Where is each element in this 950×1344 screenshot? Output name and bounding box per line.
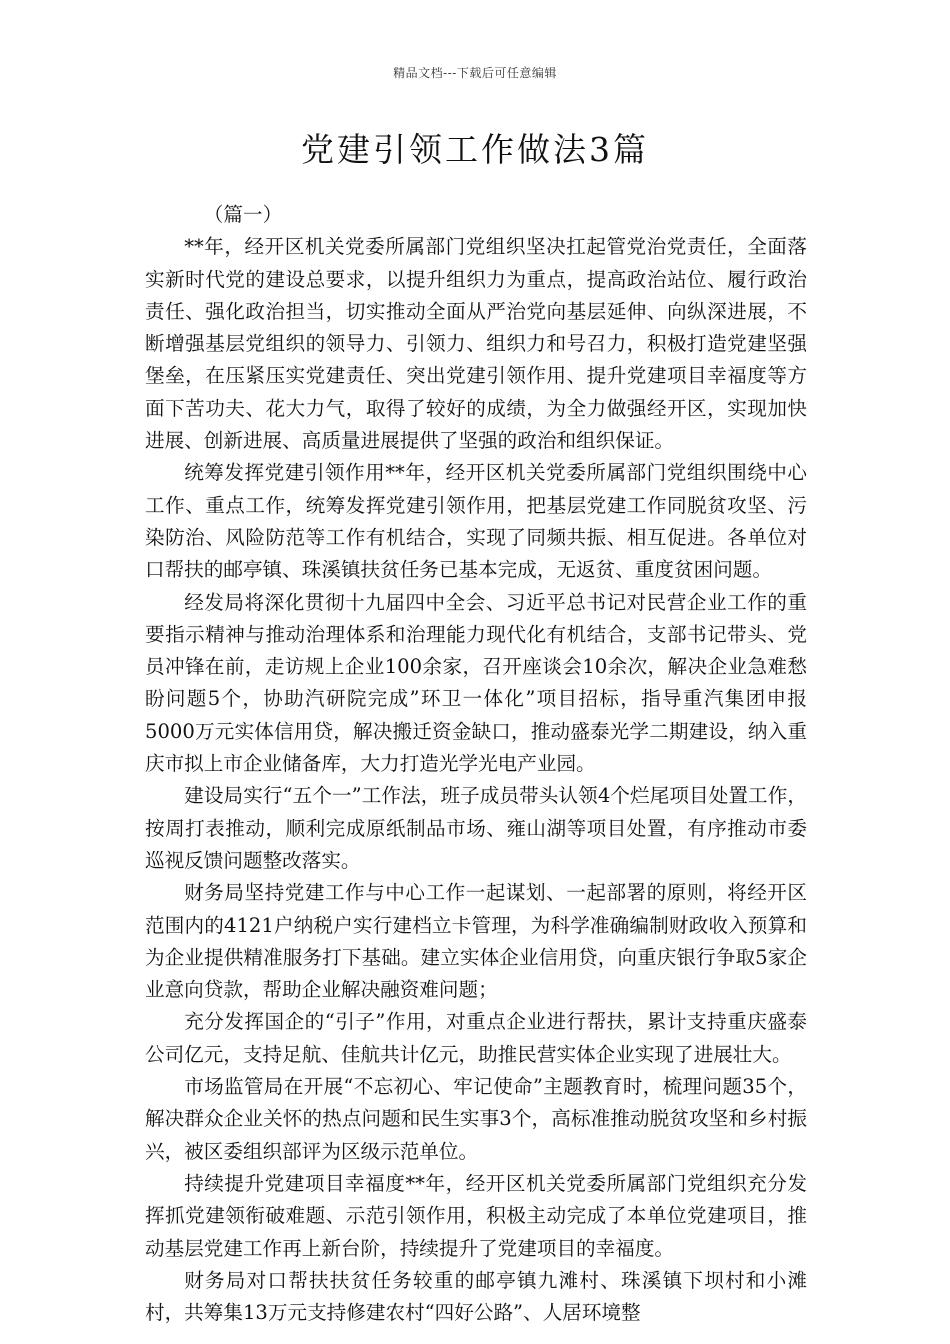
section-label: （篇一） bbox=[203, 203, 283, 226]
paragraph-poverty-aid: 财务局对口帮扶扶贫任务较重的邮亭镇九滩村、珠溪镇下坝村和小滩村，共筹集13万元支持修建农村“四好公路”、人居环境整 bbox=[145, 1268, 807, 1325]
paragraph-project-happiness: 持续提升党建项目幸福度**年，经开区机关党委所属部门党组织充分发挥抓党建领衔破难题、示范引领作用，积极主动完成了本单位党建项目，推动基层党建工作再上新台阶，持续提升了党建项目的幸福度。 bbox=[145, 1171, 807, 1260]
paragraph-construction-bureau: 建设局实行“五个一”工作法，班子成员带头认领4个烂尾项目处置工作，按周打表推动，顺利完成原纸制品市场、雍山湖等项目处置，有序推动市委巡视反馈问题整改落实。 bbox=[145, 784, 807, 872]
paragraph-economic-bureau: 经发局将深化贯彻十九届四中全会、习近平总书记对民营企业工作的重要指示精神与推动治理体系和治理能力现代化有机结合，支部书记带头、党员冲锋在前，走访规上企业100余家，召开座谈会10余次，解决企业急难愁盼问题5个，协助汽研院完成”环卫一体化”项目招标，指导重汽集团申报5000万元实体信用贷，解决搬迁资金缺口，推动盛泰光学二期建设，纳入重庆市拟上市企业储备库，大力打造光学光电产业园。 bbox=[145, 590, 807, 776]
paragraph-state-enterprise: 充分发挥国企的“引子”作用，对重点企业进行帮扶，累计支持重庆盛泰公司亿元，支持足航、佳航共计亿元，助推民营实体企业实现了进展壮大。 bbox=[145, 1010, 807, 1066]
document-title: 党建引领工作做法3篇 bbox=[301, 130, 649, 169]
paragraph-market-regulation: 市场监管局在开展“不忘初心、牢记使命”主题教育时，梳理问题35个，解决群众企业关怀的热点问题和民生实事3个，高标准推动脱贫攻坚和乡村振兴，被区委组织部评为区级示范单位。 bbox=[145, 1075, 807, 1163]
paragraph-overall-role: 统筹发挥党建引领作用**年，经开区机关党委所属部门党组织围绕中心工作、重点工作，统筹发挥党建引领作用，把基层党建工作同脱贫攻坚、污染防治、风险防范等工作有机结合，实现了同频共振、相互促进。各单位对口帮扶的邮亭镇、珠溪镇扶贫任务已基本完成，无返贫、重度贫困问题。 bbox=[145, 461, 807, 582]
paragraph-intro: **年，经开区机关党委所属部门党组织坚决扛起管党治党责任，全面落实新时代党的建设总要求，以提升组织力为重点，提高政治站位、履行政治责任、强化政治担当，切实推动全面从严治党向基层延伸、向纵深进展，不断增强基层党组织的领导力、引领力、组织力和号召力，积极打造党建坚强堡垒，在压紧压实党建责任、突出党建引领作用、提升党建项目幸福度等方面下苦功夫、花大力气，取得了较好的成绩，为全力做强经开区，实现加快进展、创新进展、高质量进展提供了坚强的政治和组织保证。 bbox=[145, 235, 807, 453]
paragraph-finance-bureau: 财务局坚持党建工作与中心工作一起谋划、一起部署的原则，将经开区范围内的4121户纳税户实行建档立卡管理，为科学准确编制财政收入预算和为企业提供精准服务打下基础。建立实体企业信用贷，向重庆银行争取5家企业意向贷款，帮助企业解决融资难问题； bbox=[145, 881, 807, 1002]
document-body bbox=[145, 199, 807, 1329]
page-header-note: 精品文档---下载后可任意编辑 bbox=[393, 66, 557, 80]
